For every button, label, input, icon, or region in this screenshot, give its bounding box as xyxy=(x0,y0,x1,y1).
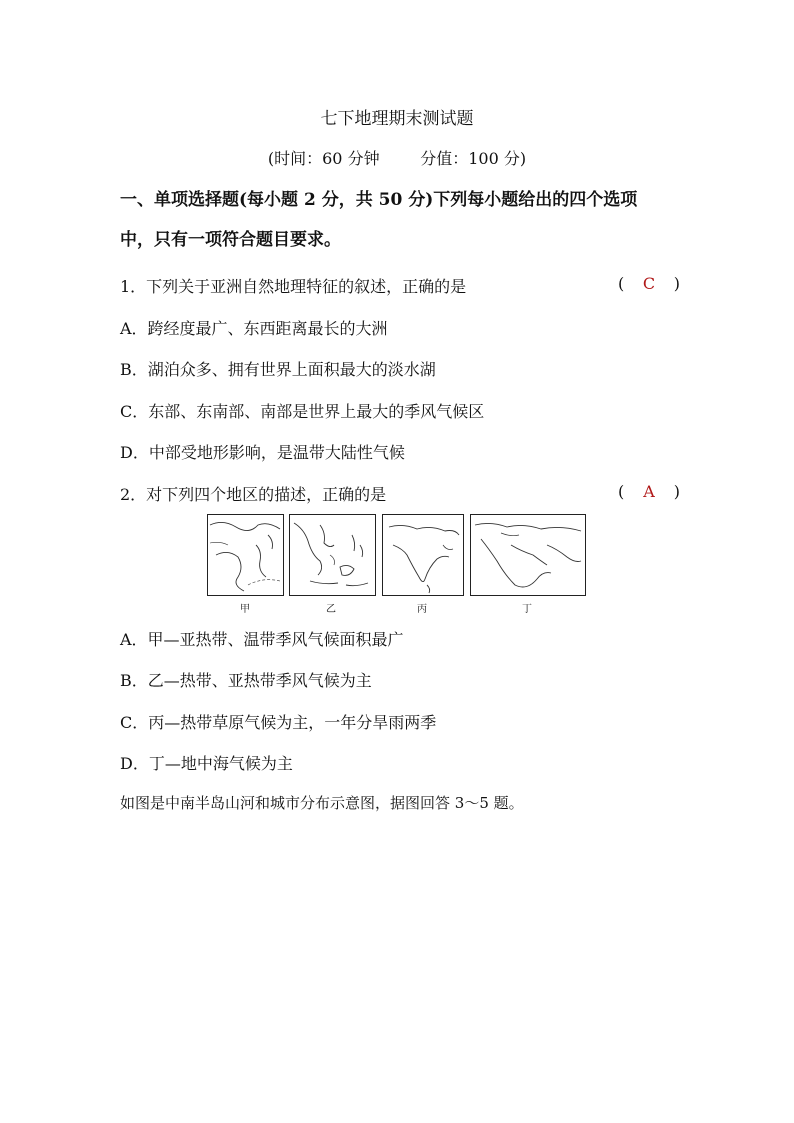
region-maps xyxy=(207,514,587,614)
question-2-answer: A xyxy=(643,482,655,501)
question-1-stem-row xyxy=(120,274,680,297)
question-1-option-a: A．跨经度最广、东西距离最长的大洲 xyxy=(120,319,388,338)
section-heading-line2: 中，只有一项符合题目要求。 xyxy=(120,230,341,250)
map-yi-label: 乙 xyxy=(326,604,336,615)
map-ding xyxy=(470,514,586,596)
question-2-answer-box xyxy=(618,482,680,501)
page-subtitle: (时间：60 分钟 分值：100 分) xyxy=(267,149,527,168)
map-yi xyxy=(289,514,376,596)
question-2-option-b: B．乙—热带、亚热带季风气候为主 xyxy=(120,671,372,690)
question-1-answer-box xyxy=(618,274,680,293)
map-jia xyxy=(207,514,284,596)
page-title: 七下地理期末测试题 xyxy=(320,109,474,129)
question-1-answer: C xyxy=(642,274,656,293)
section-heading-line1: 一、单项选择题(每小题 2 分，共 50 分)下列每小题给出的四个选项 xyxy=(120,190,638,210)
question-1-option-b: B．湖泊众多、拥有世界上面积最大的淡水湖 xyxy=(120,360,436,379)
paren-close: ) xyxy=(673,274,680,293)
map-jia-label: 甲 xyxy=(240,604,250,615)
question-2-stem-row xyxy=(120,482,680,505)
paren-close: ) xyxy=(673,482,680,501)
question-1-option-d: D．中部受地形影响，是温带大陆性气候 xyxy=(120,443,405,462)
paren-open: ( xyxy=(618,482,625,501)
question-2-option-c: C．丙—热带草原气候为主，一年分旱雨两季 xyxy=(120,713,437,732)
map-bing xyxy=(382,514,464,596)
intro-text: 如图是中南半岛山河和城市分布示意图，据图回答 3～5 题。 xyxy=(120,794,524,812)
section-heading xyxy=(120,180,680,260)
question-1-option-c: C．东部、东南部、南部是世界上最大的季风气候区 xyxy=(120,402,485,421)
question-2-option-d: D．丁—地中海气候为主 xyxy=(120,754,293,773)
question-2-stem: 2．对下列四个地区的描述，正确的是 xyxy=(120,485,387,504)
map-ding-label: 丁 xyxy=(522,604,532,615)
question-1-stem: 1．下列关于亚洲自然地理特征的叙述，正确的是 xyxy=(120,277,467,296)
question-2-option-a: A．甲—亚热带、温带季风气候面积最广 xyxy=(120,630,404,649)
paren-open: ( xyxy=(618,274,625,293)
map-bing-label: 丙 xyxy=(417,604,427,615)
